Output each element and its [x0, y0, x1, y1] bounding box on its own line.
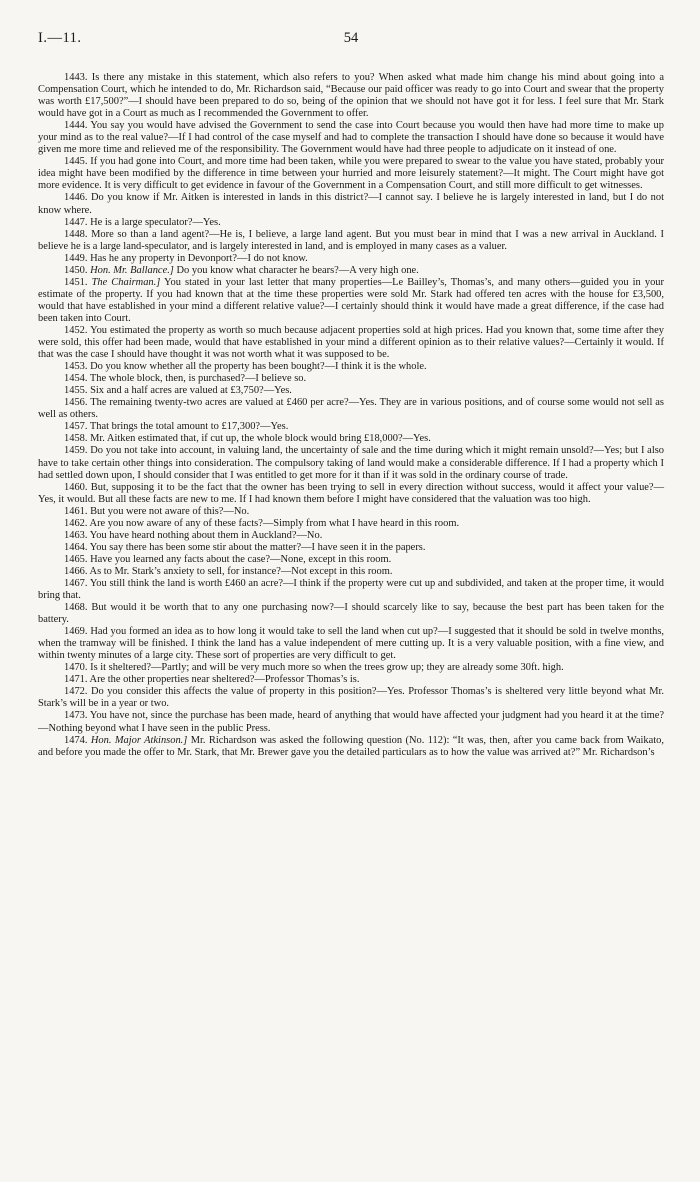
question-number: 1445.: [64, 156, 88, 168]
question-number: 1471.: [64, 674, 88, 686]
question-number: 1447.: [64, 216, 88, 228]
question-paragraph: [38, 253, 664, 265]
question-paragraph: [38, 542, 664, 554]
question-paragraph: [38, 445, 664, 481]
question-number: 1457.: [64, 421, 88, 433]
question-number: 1449.: [64, 252, 88, 264]
question-number: 1458.: [64, 433, 88, 445]
speaker-label: Hon. Major Atkinson.]: [90, 734, 188, 746]
question-text: Are the other properties near sheltered?—Professor Thomas’s is.: [89, 674, 360, 686]
question-text: The remaining twenty-two acres are valued at £460 per acre?—Yes. They are in various positions, and of course some would not sell as well as others.: [38, 397, 664, 421]
question-number: 1469.: [64, 626, 88, 638]
question-number: 1451.: [64, 276, 88, 288]
page-header: [38, 28, 664, 72]
question-number: 1450.: [64, 264, 88, 276]
question-paragraph: [38, 735, 664, 759]
question-number: 1461.: [64, 505, 88, 517]
question-text: Is it sheltered?—Partly; and will be very much more so when the trees grow up; they are already some 30ft. high.: [90, 662, 564, 674]
question-paragraph: [38, 674, 664, 686]
question-text: Has he any property in Devonport?—I do not know.: [90, 252, 308, 264]
question-paragraph: [38, 626, 664, 662]
question-text: More so than a land agent?—He is, I believe, a large land agent. But you must bear in mind that I was a new arrival in Auckland. I believe he is a large land-speculator, and is largely interested in land, and is employed in many cases as a valuer.: [38, 228, 664, 252]
question-paragraph: [38, 482, 664, 506]
question-number: 1456.: [64, 397, 88, 409]
question-paragraph: [38, 385, 664, 397]
question-text: You say you would have advised the Government to send the case into Court because you would then have had more time to make up your mind as to the real value?—If I had control of the case myself and had to complete the transaction I should have done so because it would have given me more time and relieved me of the responsibility. The Government would have had three people to adjudicate on it instead of one.: [38, 120, 664, 156]
question-text: But you were not aware of this?—No.: [90, 505, 250, 517]
question-number: 1470.: [64, 662, 88, 674]
question-number: 1472.: [64, 686, 88, 698]
question-text: Had you formed an idea as to how long it would take to sell the land when cut up?—I suggested that it should be sold in twelve months, when the tramway will be finished. I think the land has a value independent of mere cutting up. It is a very valuable position, with a fine view, and within twenty minutes of a large city. These sort of properties are very difficult to get.: [38, 626, 665, 662]
question-paragraph: [38, 72, 664, 120]
question-text: Do you know what character he bears?—A very high one.: [176, 264, 419, 276]
page-number: 54: [343, 30, 359, 46]
question-number: 1468.: [64, 602, 88, 614]
question-paragraph: [38, 530, 664, 542]
question-paragraph: [38, 397, 664, 421]
question-number: 1465.: [64, 553, 88, 565]
question-paragraph: [38, 602, 664, 626]
question-number: 1455.: [64, 385, 88, 397]
question-text: You estimated the property as worth so much because adjacent properties sold at high prices. Had you known that, some time after they were sold, this offer had been made, would that have established in your mind a different opinion as to their relative values?—Certainly it would. If that was the case I should have thought it was not worth what it was supposed to be.: [38, 324, 664, 361]
question-paragraph: [38, 710, 664, 734]
question-text: Have you learned any facts about the case?—None, except in this room.: [90, 553, 392, 565]
question-text: Do you know if Mr. Aitken is interested in lands in this district?—I cannot say. I believe he is largely interested in land, but I do not know where.: [38, 192, 664, 216]
question-text: You say there has been some stir about the matter?—I have seen it in the papers.: [89, 541, 426, 553]
question-number: 1467.: [64, 577, 88, 589]
question-paragraph: [38, 578, 664, 602]
question-text: If you had gone into Court, and more time had been taken, while you were prepared to swear to the value you have stated, probably your idea might have been modified by the difference in time between your hurried and more leisurely statement?—It might. The Court might have got more evidence. It is very difficult to get evidence in favour of the Government in a Compensation Court, and still more difficult to get witnesses.: [38, 156, 665, 192]
question-paragraph: [38, 192, 664, 216]
question-number: 1463.: [64, 529, 88, 541]
question-number: 1462.: [64, 517, 88, 529]
question-text: Do you know whether all the property has been bought?—I think it is the whole.: [90, 361, 427, 373]
question-text: The whole block, then, is purchased?—I believe so.: [89, 373, 307, 385]
question-paragraph: [38, 662, 664, 674]
transcript-body: [38, 72, 664, 759]
question-text: That brings the total amount to £17,300?—Yes.: [89, 421, 289, 433]
question-number: 1454.: [64, 373, 88, 385]
question-paragraph: [38, 325, 664, 361]
question-paragraph: [38, 265, 664, 277]
question-text: Mr. Richardson was asked the following question (No. 112): “It was, then, after you came back from Waikato, and before you made the offer to Mr. Stark, that Mr. Brewer gave you the detailed particulars as to how the value was arrived at?” Mr. Richardson’s: [38, 734, 665, 758]
document-reference: I.—11.: [38, 30, 82, 46]
question-text: Is there any mistake in this statement, which also refers to you? When asked what made him change his mind about going into a Compensation Court, which he intended to do, Mr. Richardson said, “Because our paid officer was ready to go into Court and swear that the property was worth £17,500?”—I should have been prepared to do so, being of the opinion that we should not have got it for less. I feel sure that Mr. Stark would have got in a Court as much as I recommended the Government to offer.: [38, 72, 665, 120]
question-number: 1473.: [64, 710, 88, 722]
question-paragraph: [38, 421, 664, 433]
question-paragraph: [38, 156, 664, 192]
question-number: 1466.: [64, 565, 88, 577]
question-text: You have heard nothing about them in Auckland?—No.: [89, 529, 323, 541]
speaker-label: Hon. Mr. Ballance.]: [90, 264, 174, 276]
question-number: 1459.: [64, 445, 88, 457]
question-paragraph: [38, 566, 664, 578]
question-text: Mr. Aitken estimated that, if cut up, the whole block would bring £18,000?—Yes.: [90, 433, 431, 445]
question-text: You have not, since the purchase has been made, heard of anything that would have affected your judgment had you heard it at the time?—Nothing beyond what I have seen in the public Press.: [38, 710, 664, 734]
question-text: Are you now aware of any of these facts?—Simply from what I have heard in this room.: [89, 517, 460, 529]
question-paragraph: [38, 518, 664, 530]
question-number: 1474.: [64, 734, 88, 746]
question-text: As to Mr. Stark’s anxiety to sell, for instance?—Not except in this room.: [89, 565, 393, 577]
question-number: 1452.: [64, 324, 88, 336]
question-paragraph: [38, 433, 664, 445]
question-number: 1446.: [64, 192, 88, 204]
question-paragraph: [38, 361, 664, 373]
question-number: 1460.: [64, 481, 88, 493]
question-number: 1464.: [64, 541, 88, 553]
question-number: 1444.: [64, 120, 88, 132]
question-text: Do you not take into account, in valuing land, the uncertainty of sale and the time during which it might remain unsold?—Yes; but I also have to take certain other things into consideration. The compulsory taking of land would make a considerable difference. If I had a property which I had settled down upon, I should consider that I was entitled to get more for it than if it was sold in the ordinary course of trade.: [38, 445, 664, 481]
question-paragraph: [38, 120, 664, 156]
question-text: He is a large speculator?—Yes.: [90, 216, 221, 228]
question-number: 1443.: [64, 72, 88, 83]
question-paragraph: [38, 506, 664, 518]
question-paragraph: [38, 554, 664, 566]
question-text: Do you consider this affects the value of property in this position?—Yes. Professor Thomas’s is sheltered very little beyond what Mr. Stark’s will be in a year or two.: [38, 686, 665, 710]
question-text: But, supposing it to be the fact that the owner has been trying to sell in every direction without success, would it affect your value?—Yes, it would. But all these facts are new to me. If I had known them before I might have considered that the valuation was too high.: [38, 481, 665, 505]
question-text: You still think the land is worth £460 an acre?—I think if the property were cut up and subdivided, and taken at the proper time, it would bring that.: [38, 577, 664, 602]
question-paragraph: [38, 686, 664, 710]
question-paragraph: [38, 229, 664, 253]
question-text: But would it be worth that to any one purchasing now?—I should scarcely like to say, because the best part has been taken for the battery.: [38, 602, 664, 626]
question-number: 1453.: [64, 361, 88, 373]
question-number: 1448.: [64, 228, 88, 240]
question-paragraph: [38, 277, 664, 325]
speaker-label: The Chairman.]: [91, 276, 161, 288]
question-paragraph: [38, 217, 664, 229]
question-paragraph: [38, 373, 664, 385]
question-text: Six and a half acres are valued at £3,750?—Yes.: [90, 385, 292, 397]
question-text: You stated in your last letter that many properties—Le Bailley’s, Thomas’s, and many others—guided you in your estimate of the property. If you had known that at the time these properties were sold Mr. Stark had offered ten acres with the house for £3,500, would that have established in your mind a different relative value?—I certainly should think it would have made a great difference, if the case had been taken into Court.: [38, 276, 664, 324]
